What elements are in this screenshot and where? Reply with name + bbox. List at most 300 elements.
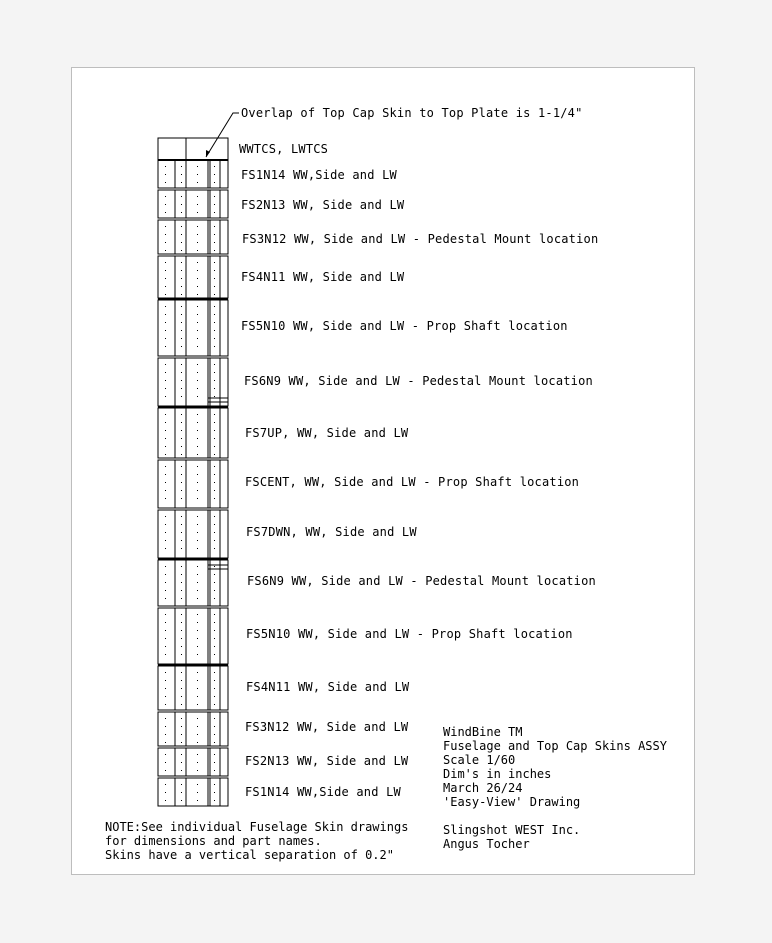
fastener-dot <box>165 388 166 389</box>
fastener-dot <box>165 532 166 533</box>
fastener-dot <box>197 196 198 197</box>
fastener-dot <box>181 306 182 307</box>
pedestal-mount-bracket <box>208 565 228 569</box>
fastener-dot <box>214 590 215 591</box>
fastener-dot <box>214 498 215 499</box>
fastener-dot <box>197 622 198 623</box>
fastener-dot <box>197 754 198 755</box>
fastener-dot <box>165 630 166 631</box>
fastener-dot <box>181 388 182 389</box>
fastener-dot <box>181 654 182 655</box>
fastener-dot <box>165 770 166 771</box>
fastener-dot <box>214 622 215 623</box>
fastener-dot <box>165 174 166 175</box>
fastener-dot <box>197 718 198 719</box>
overlap-note: Overlap of Top Cap Skin to Top Plate is 1-1/4" <box>241 106 583 120</box>
fastener-dot <box>181 286 182 287</box>
fastener-dot <box>197 182 198 183</box>
note-line: NOTE:See individual Fuselage Skin drawings <box>105 820 409 834</box>
fastener-dot <box>181 524 182 525</box>
fastener-dot <box>165 166 166 167</box>
skin-panel <box>158 358 228 406</box>
fastener-dot <box>214 598 215 599</box>
fastener-dot <box>181 330 182 331</box>
fastener-dot <box>197 212 198 213</box>
fastener-dot <box>214 704 215 705</box>
fastener-dot <box>181 166 182 167</box>
fastener-dot <box>181 338 182 339</box>
separation-plate <box>158 558 228 560</box>
fastener-dot <box>197 278 198 279</box>
fastener-dot <box>165 226 166 227</box>
fastener-dot <box>214 532 215 533</box>
fastener-dot <box>181 234 182 235</box>
fastener-dot <box>197 566 198 567</box>
fastener-dot <box>214 524 215 525</box>
fastener-dot <box>214 734 215 735</box>
fastener-dot <box>197 414 198 415</box>
fastener-dot <box>181 226 182 227</box>
fastener-dot <box>165 516 166 517</box>
fastener-dot <box>197 388 198 389</box>
fastener-dot <box>165 614 166 615</box>
fastener-dot <box>165 646 166 647</box>
fastener-dot <box>197 800 198 801</box>
author-name: Angus Tocher <box>443 837 530 851</box>
fastener-dot <box>214 654 215 655</box>
fastener-dot <box>181 516 182 517</box>
fastener-dot <box>165 566 166 567</box>
fastener-dot <box>197 430 198 431</box>
fastener-dot <box>181 196 182 197</box>
fastener-dot <box>165 598 166 599</box>
fastener-dot <box>165 762 166 763</box>
fastener-dot <box>197 330 198 331</box>
fastener-dot <box>181 638 182 639</box>
fastener-dot <box>197 792 198 793</box>
fastener-dot <box>181 792 182 793</box>
skin-label: FS4N11 WW, Side and LW <box>246 680 410 694</box>
fastener-dot <box>197 516 198 517</box>
fastener-dot <box>165 474 166 475</box>
fastener-dot <box>165 726 166 727</box>
fastener-dot <box>214 482 215 483</box>
fastener-dot <box>197 540 198 541</box>
fastener-dot <box>214 800 215 801</box>
title-block-line: Scale 1/60 <box>443 753 516 767</box>
fastener-dot <box>214 754 215 755</box>
skin-panel <box>158 300 228 356</box>
fastener-dot <box>197 742 198 743</box>
fastener-dot <box>165 438 166 439</box>
fastener-dot <box>214 688 215 689</box>
fastener-dot <box>214 338 215 339</box>
fastener-dot <box>197 770 198 771</box>
fastener-dot <box>181 250 182 251</box>
fastener-dot <box>197 166 198 167</box>
skin-label: FS4N11 WW, Side and LW <box>241 270 405 284</box>
fastener-dot <box>214 630 215 631</box>
fastener-dot <box>181 688 182 689</box>
fastener-dot <box>197 688 198 689</box>
fastener-dot <box>197 270 198 271</box>
skin-label: FS2N13 WW, Side and LW <box>241 198 405 212</box>
skin-label: FS1N14 WW,Side and LW <box>241 168 397 182</box>
skin-panel <box>158 510 228 558</box>
fastener-dot <box>197 784 198 785</box>
fastener-dot <box>181 540 182 541</box>
fastener-dot <box>197 638 198 639</box>
fastener-dot <box>197 346 198 347</box>
fastener-dot <box>165 262 166 263</box>
fastener-dot <box>197 286 198 287</box>
fastener-dot <box>197 474 198 475</box>
fastener-dot <box>165 196 166 197</box>
fastener-dot <box>165 800 166 801</box>
fastener-dot <box>165 380 166 381</box>
fastener-dot <box>214 330 215 331</box>
fastener-dot <box>197 242 198 243</box>
fastener-dot <box>181 718 182 719</box>
fastener-dot <box>181 630 182 631</box>
fastener-dot <box>181 704 182 705</box>
fastener-dot <box>197 322 198 323</box>
fastener-dot <box>214 438 215 439</box>
fastener-dot <box>165 696 166 697</box>
fastener-dot <box>214 278 215 279</box>
skin-panel <box>158 778 228 806</box>
fastener-dot <box>214 540 215 541</box>
fastener-dot <box>181 784 182 785</box>
fastener-dot <box>214 346 215 347</box>
fastener-dot <box>165 234 166 235</box>
fastener-dot <box>165 286 166 287</box>
fastener-dot <box>214 234 215 235</box>
skin-label: FS5N10 WW, Side and LW - Prop Shaft location <box>246 627 573 641</box>
fastener-dot <box>197 466 198 467</box>
fastener-dot <box>181 294 182 295</box>
fastener-dot <box>181 622 182 623</box>
fastener-dot <box>181 174 182 175</box>
fastener-dot <box>165 540 166 541</box>
fastener-dot <box>214 414 215 415</box>
fastener-dot <box>214 696 215 697</box>
fastener-dot <box>181 204 182 205</box>
separation-plate <box>158 298 228 300</box>
fastener-dot <box>214 322 215 323</box>
fastener-dot <box>214 466 215 467</box>
fastener-dot <box>165 490 166 491</box>
fastener-dot <box>197 294 198 295</box>
skin-label: FS6N9 WW, Side and LW - Pedestal Mount location <box>247 574 596 588</box>
fastener-dot <box>165 430 166 431</box>
fastener-dot <box>165 294 166 295</box>
fastener-dot <box>197 262 198 263</box>
fastener-dot <box>214 212 215 213</box>
fastener-dot <box>181 696 182 697</box>
fastener-dot <box>165 582 166 583</box>
skin-label: FS3N12 WW, Side and LW - Pedestal Mount location <box>242 232 599 246</box>
fastener-dot <box>197 696 198 697</box>
fastener-dot <box>197 590 198 591</box>
fastener-dot <box>181 726 182 727</box>
fastener-dot <box>214 726 215 727</box>
fastener-dot <box>197 598 198 599</box>
fastener-dot <box>181 490 182 491</box>
fastener-dot <box>165 622 166 623</box>
title-block-line: March 26/24 <box>443 781 523 795</box>
fastener-dot <box>214 784 215 785</box>
fastener-dot <box>214 196 215 197</box>
fastener-dot <box>214 718 215 719</box>
fastener-dot <box>181 364 182 365</box>
skin-panel <box>158 190 228 218</box>
fastener-dot <box>165 314 166 315</box>
fastener-dot <box>165 346 166 347</box>
fastener-dot <box>165 212 166 213</box>
fastener-dot <box>165 422 166 423</box>
fastener-dot <box>181 372 182 373</box>
fastener-dot <box>214 204 215 205</box>
fastener-dot <box>181 646 182 647</box>
fastener-dot <box>214 396 215 397</box>
fastener-dot <box>197 396 198 397</box>
fastener-dot <box>214 306 215 307</box>
fastener-dot <box>181 672 182 673</box>
skin-label: FS2N13 WW, Side and LW <box>245 754 409 768</box>
fastener-dot <box>181 582 182 583</box>
fastener-dot <box>181 754 182 755</box>
skin-label: FSCENT, WW, Side and LW - Prop Shaft location <box>245 475 580 489</box>
fastener-dot <box>181 734 182 735</box>
fastener-dot <box>181 314 182 315</box>
fastener-dot <box>214 294 215 295</box>
skin-panel <box>158 560 228 606</box>
fastener-dot <box>197 174 198 175</box>
fastener-dot <box>181 800 182 801</box>
fastener-dot <box>165 638 166 639</box>
skin-panel <box>158 160 228 188</box>
title-block-line: Dim's in inches <box>443 767 552 781</box>
pedestal-mount-bracket <box>208 398 228 402</box>
fastener-dot <box>197 372 198 373</box>
fastener-dot <box>214 646 215 647</box>
title-block-line: WindBine TM <box>443 725 523 739</box>
fastener-dot <box>165 250 166 251</box>
skin-panel <box>158 608 228 664</box>
skin-label: FS7UP, WW, Side and LW <box>245 426 409 440</box>
fastener-dot <box>214 270 215 271</box>
fastener-dot <box>165 704 166 705</box>
fastener-dot <box>181 396 182 397</box>
fastener-dot <box>214 680 215 681</box>
fastener-dot <box>181 262 182 263</box>
fastener-dot <box>197 574 198 575</box>
fastener-dot <box>165 498 166 499</box>
fastener-dot <box>165 590 166 591</box>
fastener-dot <box>197 422 198 423</box>
fastener-dot <box>165 792 166 793</box>
note-line: Skins have a vertical separation of 0.2" <box>105 848 394 862</box>
fastener-dot <box>181 278 182 279</box>
separation-plate <box>158 664 228 666</box>
skin-panel <box>158 666 228 710</box>
fastener-dot <box>181 454 182 455</box>
title-block-line: 'Easy-View' Drawing <box>443 795 581 809</box>
fastener-dot <box>197 734 198 735</box>
fastener-dot <box>197 646 198 647</box>
fastener-dot <box>165 204 166 205</box>
overlap-leader-line <box>206 113 239 157</box>
fastener-dot <box>214 314 215 315</box>
fastener-dot <box>165 414 166 415</box>
fastener-dot <box>181 598 182 599</box>
fastener-dot <box>214 446 215 447</box>
fastener-dot <box>181 574 182 575</box>
fastener-dot <box>197 762 198 763</box>
fastener-dot <box>214 490 215 491</box>
fastener-dot <box>197 704 198 705</box>
fastener-dot <box>181 322 182 323</box>
fastener-dot <box>214 454 215 455</box>
fastener-dot <box>181 482 182 483</box>
fastener-dot <box>181 498 182 499</box>
skin-panel <box>158 748 228 776</box>
fastener-dot <box>197 226 198 227</box>
fastener-dot <box>214 548 215 549</box>
fastener-dot <box>214 742 215 743</box>
fastener-dot <box>165 742 166 743</box>
fastener-dot <box>165 688 166 689</box>
fastener-dot <box>197 438 198 439</box>
fastener-dot <box>197 726 198 727</box>
fastener-dot <box>214 582 215 583</box>
fastener-dot <box>197 582 198 583</box>
fastener-dot <box>214 566 215 567</box>
fastener-dot <box>197 364 198 365</box>
fastener-dot <box>181 438 182 439</box>
fastener-dot <box>165 718 166 719</box>
fastener-dot <box>197 446 198 447</box>
fastener-dot <box>165 734 166 735</box>
fastener-dot <box>214 762 215 763</box>
fastener-dot <box>181 242 182 243</box>
fastener-dot <box>165 242 166 243</box>
fastener-dot <box>197 680 198 681</box>
fastener-dot <box>181 762 182 763</box>
fastener-dot <box>181 614 182 615</box>
fastener-dot <box>197 482 198 483</box>
fastener-dot <box>181 532 182 533</box>
fastener-dot <box>181 270 182 271</box>
fastener-dot <box>197 498 198 499</box>
fastener-dot <box>165 338 166 339</box>
skin-label: FS5N10 WW, Side and LW - Prop Shaft location <box>241 319 568 333</box>
fastener-dot <box>214 364 215 365</box>
fastener-dot <box>197 338 198 339</box>
fastener-dot <box>165 330 166 331</box>
fastener-dot <box>181 346 182 347</box>
fastener-dot <box>165 784 166 785</box>
fastener-dot <box>165 680 166 681</box>
fastener-dot <box>181 566 182 567</box>
fastener-dot <box>181 466 182 467</box>
fastener-dot <box>165 524 166 525</box>
skin-label: FS3N12 WW, Side and LW <box>245 720 409 734</box>
fastener-dot <box>214 770 215 771</box>
fastener-dot <box>181 770 182 771</box>
fastener-dot <box>214 250 215 251</box>
fastener-dot <box>197 672 198 673</box>
fastener-dot <box>197 548 198 549</box>
fastener-dot <box>197 204 198 205</box>
fastener-dot <box>197 524 198 525</box>
skin-panel <box>158 220 228 254</box>
fastener-dot <box>165 672 166 673</box>
fastener-dot <box>214 226 215 227</box>
fastener-dot <box>165 574 166 575</box>
fastener-dot <box>181 446 182 447</box>
fastener-dot <box>181 430 182 431</box>
skin-label: FS1N14 WW,Side and LW <box>245 785 401 799</box>
separation-plate <box>158 406 228 408</box>
fastener-dot <box>165 396 166 397</box>
fastener-dot <box>214 242 215 243</box>
fastener-dot <box>181 742 182 743</box>
fastener-dot <box>165 482 166 483</box>
fastener-dot <box>165 322 166 323</box>
fastener-dot <box>165 466 166 467</box>
fastener-dot <box>214 372 215 373</box>
skin-panel <box>158 712 228 746</box>
fastener-dot <box>165 754 166 755</box>
fastener-dot <box>197 454 198 455</box>
fastener-dot <box>214 174 215 175</box>
fastener-dot <box>197 532 198 533</box>
fastener-dot <box>181 380 182 381</box>
fastener-dot <box>214 182 215 183</box>
fastener-dot <box>214 574 215 575</box>
fastener-dot <box>197 380 198 381</box>
skin-label: FS6N9 WW, Side and LW - Pedestal Mount location <box>244 374 593 388</box>
top-cap-label: WWTCS, LWTCS <box>239 142 329 156</box>
fastener-dot <box>165 548 166 549</box>
fastener-dot <box>165 306 166 307</box>
fastener-dot <box>214 380 215 381</box>
fastener-dot <box>197 234 198 235</box>
fastener-dot <box>214 262 215 263</box>
fastener-dot <box>197 250 198 251</box>
fastener-dot <box>181 680 182 681</box>
fastener-dot <box>214 166 215 167</box>
fastener-dot <box>165 278 166 279</box>
fastener-dot <box>165 182 166 183</box>
fastener-dot <box>214 614 215 615</box>
fastener-dot <box>197 490 198 491</box>
top-cap-skin <box>158 138 228 160</box>
fastener-dot <box>181 422 182 423</box>
fastener-dot <box>181 212 182 213</box>
fastener-dot <box>197 654 198 655</box>
fastener-dot <box>181 182 182 183</box>
fastener-dot <box>165 372 166 373</box>
fastener-dot <box>165 270 166 271</box>
fastener-dot <box>214 792 215 793</box>
fastener-dot <box>214 638 215 639</box>
skin-panel <box>158 408 228 458</box>
skin-label: FS7DWN, WW, Side and LW <box>246 525 417 539</box>
fastener-dot <box>165 446 166 447</box>
